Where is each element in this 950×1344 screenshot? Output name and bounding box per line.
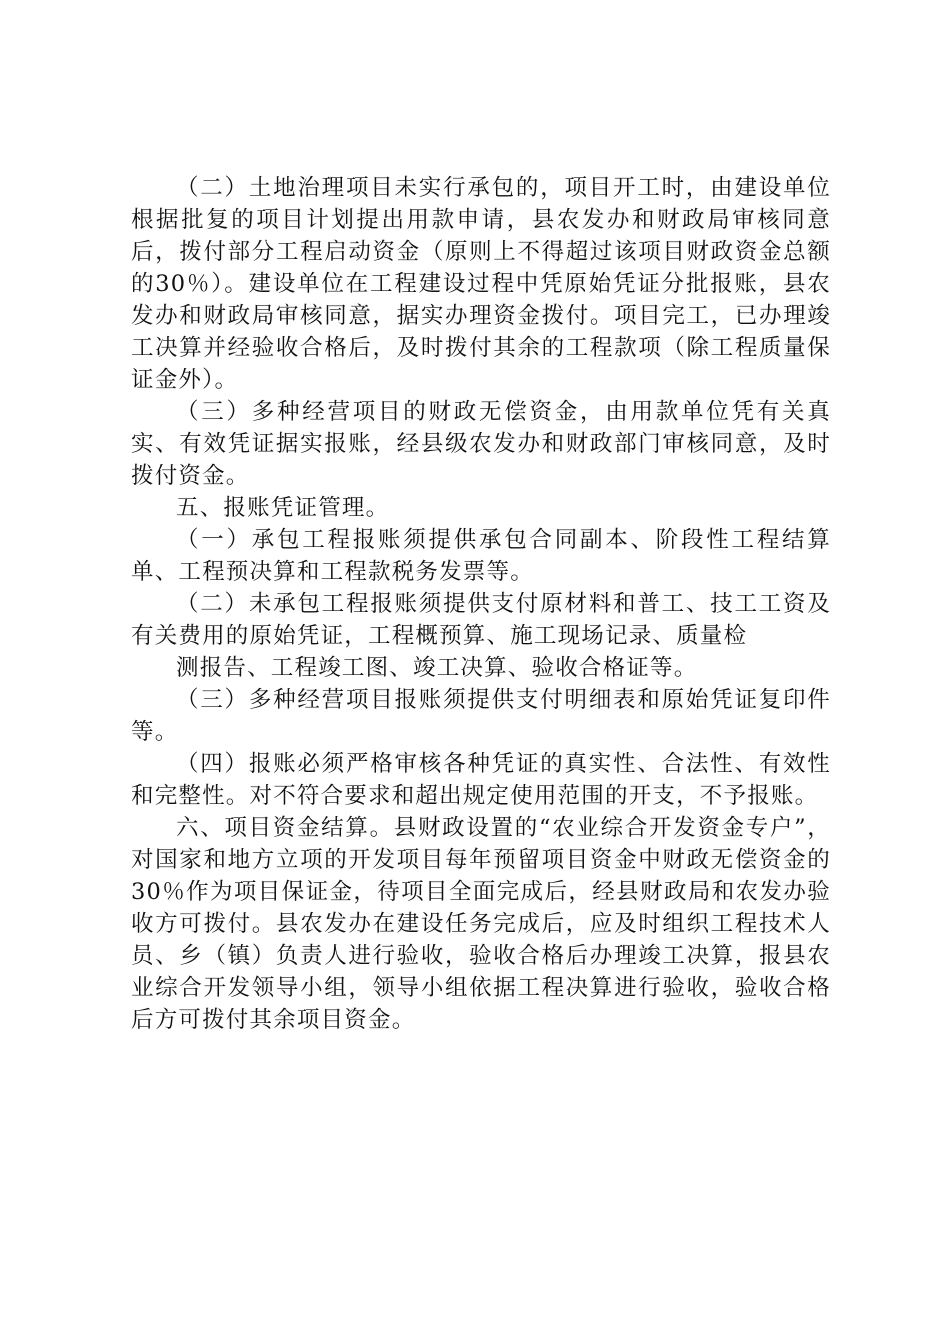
section-heading-voucher-management: 五、报账凭证管理。	[176, 495, 390, 521]
paragraph-diversified-funds: （三）多种经营项目的财政无偿资金，由用款单位凭有关真实、有效凭证据实报账，经县级农发办和财政部门审核同意，及时拨付资金。	[131, 399, 831, 489]
paragraph-land-project: （二）土地治理项目未实行承包的，项目开工时，由建设单位根据批复的项目计划提出用款申请，县农发办和财政局审核同意后，拨付部分工程启动资金（原则上不得超过该项目财政资金总额的30％）。建设单位在工程建设过程中凭原始凭证分批报账，县农发办和财政局审核同意，据实办理资金拨付。项目完工，已办理竣工决算并经验收合格后，及时拨付其余的工程款项（除工程质量保证金外）。	[131, 175, 831, 393]
paragraph-contracted-projects: （一）承包工程报账须提供承包合同副本、阶段性工程结算单、工程预决算和工程款税务发票等。	[131, 527, 831, 585]
paragraph-uncontracted-projects-continued: 测报告、工程竣工图、竣工决算、验收合格证等。	[176, 655, 698, 681]
paragraph-uncontracted-projects: （二）未承包工程报账须提供支付原材料和普工、技工工资及有关费用的原始凭证，工程概预算、施工现场记录、质量检	[131, 591, 831, 649]
paragraph-fund-settlement: 六、项目资金结算。县财政设置的“农业综合开发资金专户”，对国家和地方立项的开发项目每年预留项目资金中财政无偿资金的30％作为项目保证金，待项目全面完成后，经县财政局和农发办验收方可拨付。县农发办在建设任务完成后，应及时组织工程技术人员、乡（镇）负责人进行验收，验收合格后办理竣工决算，报县农业综合开发领导小组，领导小组依据工程决算进行验收，验收合格后方可拨付其余项目资金。	[131, 815, 831, 1033]
paragraph-diversified-vouchers: （三）多种经营项目报账须提供支付明细表和原始凭证复印件等。	[131, 687, 831, 745]
paragraph-strict-review: （四）报账必须严格审核各种凭证的真实性、合法性、有效性和完整性。对不符合要求和超出规定使用范围的开支，不予报账。	[131, 751, 831, 809]
document-body	[131, 172, 831, 1036]
